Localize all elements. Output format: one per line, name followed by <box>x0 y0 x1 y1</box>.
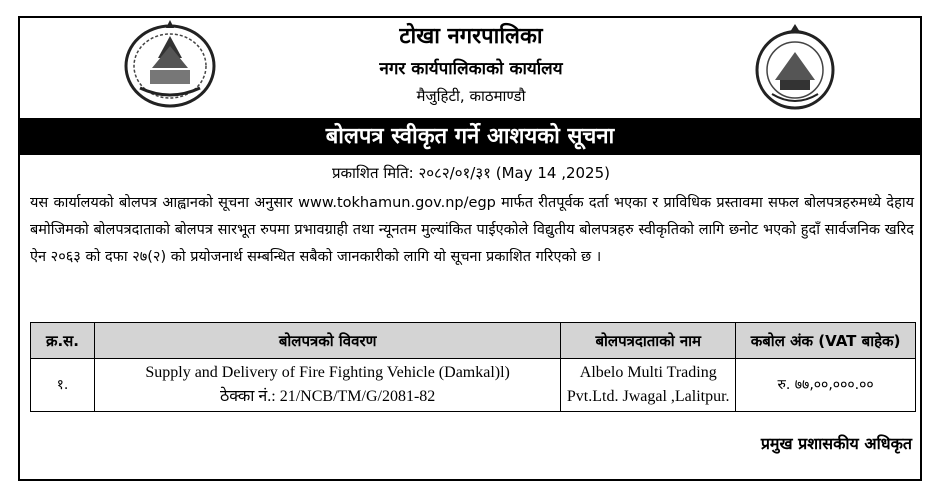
description-item: Supply and Delivery of Fire Fighting Vehicle (Damkal)l) <box>145 364 510 381</box>
bidder-address: Pvt.Ltd. Jwagal ,Lalitpur. <box>566 388 730 405</box>
bidder-name: Albelo Multi Trading <box>579 364 717 381</box>
signatory-title: प्रमुख प्रशासकीय अधिकृत <box>760 434 912 453</box>
office-name: नगर कार्यपालिकाको कार्यालय <box>379 59 563 79</box>
award-table <box>30 322 916 412</box>
col-header-amount: कबोल अंक (VAT बाहेक) <box>736 323 916 359</box>
col-header-description: बोलपत्रको विवरण <box>94 323 560 359</box>
col-header-bidder: बोलपत्रदाताको नाम <box>561 323 736 359</box>
table-header-row <box>31 323 916 359</box>
org-name: टोखा नगरपालिका <box>399 24 543 49</box>
published-date: प्रकाशित मिति: २०८२/०१/३१ (May 14 ,2025) <box>331 164 610 182</box>
notice-title: बोलपत्र स्वीकृत गर्ने आशयको सूचना <box>20 118 920 155</box>
notice-body: यस कार्यालयको बोलपत्र आह्वानको सूचना अनुसार www.tokhamun.gov.np/egp मार्फत रीतपूर्वक दर्ता भएका र प्राविधिक प्रस्तावमा सफल बोलपत्रहरुमध्ये देहाय बमोजिमको बोलपत्रदाताको बोलपत्र सारभूत रुपमा प्रभावग्राही तथा न्यूनतम मुल्यांकित पाईएकोले विद्युतीय बोलपत्रहरु स्वीकृतिको लागि छनोट भएको हुदाँ सार्वजनिक खरिद ऐन २०६३ को दफा २७(२) को प्रयोजनार्थ सम्बन्धित सबैको जानकारीको लागि यो सूचना प्रकाशित गरिएको छ । <box>30 195 914 265</box>
col-header-sn: क्र.स. <box>31 323 95 359</box>
office-address: मैजुहिटी, काठमाण्डौ <box>416 87 526 105</box>
row-amount: रु. ७७,००,०००.०० <box>736 359 916 412</box>
row-sn: १. <box>31 359 95 412</box>
contract-number: ठेक्का नं.: 21/NCB/TM/G/2081-82 <box>219 388 436 405</box>
row-description <box>94 359 560 412</box>
table-row <box>31 359 916 412</box>
row-bidder <box>561 359 736 412</box>
